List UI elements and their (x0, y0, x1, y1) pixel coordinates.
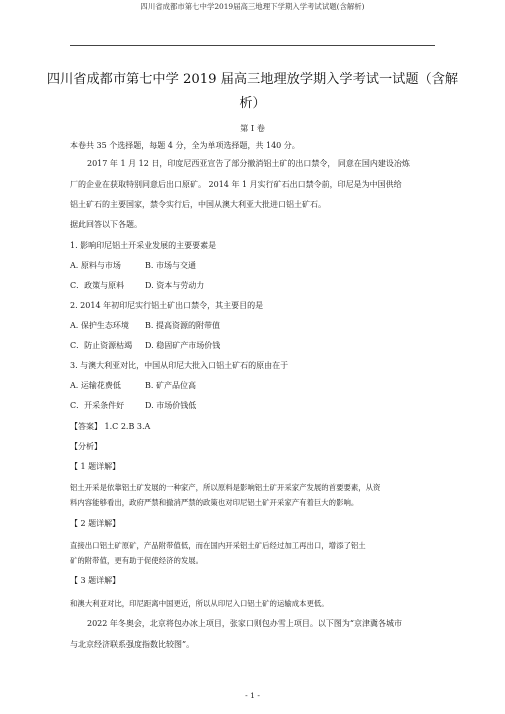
explanation-2-line-1: 直接出口铝土矿原矿，产品附带值低，而在国内开采铝土矿后经过加工再出口，增添了铝土 (70, 541, 366, 550)
passage-1-line-1: 2017 年 1 月 12 日，印度尼西亚宣告了部分撤消铝土矿的出口禁令， 同意在国内建设冶炼 (87, 159, 410, 168)
passage-2-line-1: 2022 年冬奥会，北京将包办冰上项目，张家口则包办雪上项目。以下图为“京津冀各城市 (87, 619, 402, 628)
question-1-stem: 1. 影响印尼铝土开采业发展的主要要素是 (70, 241, 217, 250)
option-b: B. 提高资源的附带值 (145, 321, 220, 330)
option-a: A. 保护生态环境 (70, 321, 129, 330)
option-a: A. 原料与市场 (70, 261, 121, 270)
analysis-label: 【分析】 (70, 442, 102, 451)
option-c: C．防止资源枯竭 (70, 341, 133, 350)
question-2-options-row-1 (70, 320, 370, 331)
question-2-stem: 2. 2014 年初印尼实行铝土矿出口禁令，其主要目的是 (70, 301, 264, 310)
question-1-options-row-1 (70, 260, 370, 271)
option-a: A. 运输花费低 (70, 381, 121, 390)
passage-2-line-2: 与北京经济联系强度指数比较图”。 (70, 640, 195, 649)
option-d: D. 市场价钱低 (145, 401, 197, 410)
header-rule (70, 45, 435, 46)
explanation-2-label: 【 2 题详解】 (70, 519, 121, 528)
explanation-1-line-2: 料内容能够看出，政府严禁和撤消严禁的政策也对印尼铝土矿开采家产有着巨大的影响。 (70, 498, 359, 507)
explanation-1-label: 【 1 题详解】 (70, 462, 121, 471)
explanation-1-line-1: 铝土开采是依靠铝土矿发展的一种家产，所以原料是影响铝土矿开采家产发展的首要要素，从资 (70, 483, 381, 492)
option-d: D. 稳固矿产市场价钱 (145, 341, 221, 350)
option-d: D. 资本与劳动力 (145, 281, 205, 290)
passage-1-line-4: 据此回答以下各题。 (70, 220, 142, 229)
passage-1-line-2: 厂的企业在获取特别同意后出口原矿。 2014 年 1 月实行矿石出口禁令前，印尼是为中国供给 (70, 180, 402, 189)
document-title-line-1: 四川省成都市第七中学 2019 届高三地理放学期入学考试一试题（含解 (46, 72, 459, 87)
question-3-options-row-1 (70, 380, 370, 391)
intro-text: 本卷共 35 个选择题，每题 4 分，全为单项选择题，共 140 分。 (70, 141, 300, 150)
document-title-line-2: 析） (239, 96, 266, 111)
page-header: 四川省成都市第七中学2019届高三地理下学期入学考试试题(含解析) (140, 2, 365, 11)
question-1-options-row-2 (70, 280, 370, 291)
section-heading: 第 I 卷 (240, 123, 265, 133)
page-number: - 1 - (245, 691, 260, 700)
option-c: C．开采条件好 (70, 401, 125, 410)
option-b: B. 市场与交通 (145, 261, 196, 270)
explanation-3-text: 和澳大利亚对比，印尼距离中国更近，所以从印尼入口铝土矿的运输成本更低。 (70, 599, 329, 608)
passage-1-line-3: 铝土矿石的主要国家，禁令实行后，中国从澳大利亚大批进口铝土矿石。 (70, 200, 326, 209)
option-c: C．政策与原料 (70, 281, 125, 290)
question-2-options-row-2 (70, 340, 370, 351)
answer-line: 【答案】 1.C 2.B 3.A (70, 422, 151, 431)
option-b: B. 矿产品位高 (145, 381, 196, 390)
question-3-stem: 3. 与澳大利亚对比，中国从印尼大批入口铝土矿石的原由在于 (70, 361, 289, 370)
explanation-2-line-2: 矿的附带值，更有助于促使经济的发展。 (70, 556, 204, 565)
question-3-options-row-2 (70, 400, 370, 411)
explanation-3-label: 【 3 题详解】 (70, 576, 121, 585)
